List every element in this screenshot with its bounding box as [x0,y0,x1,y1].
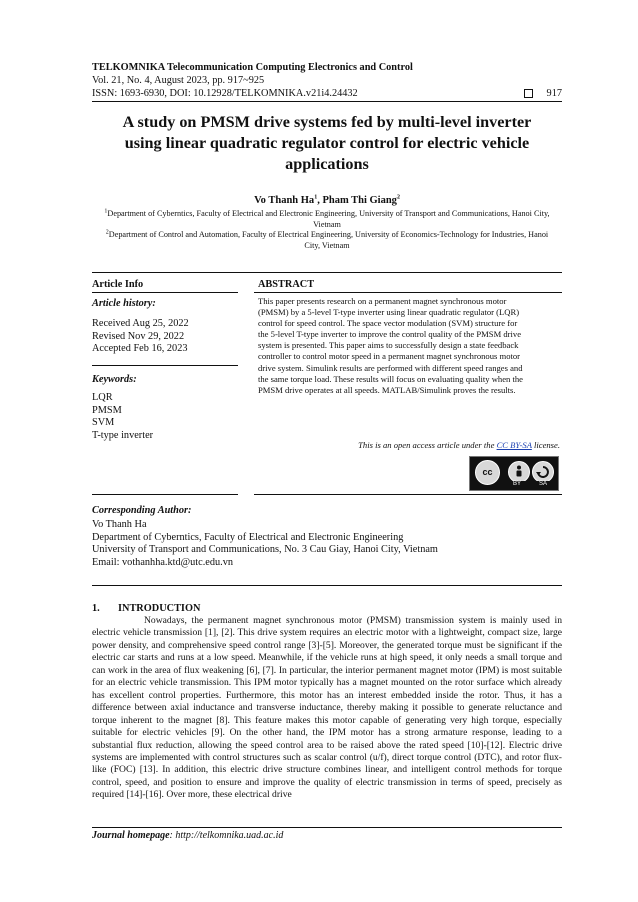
introduction-body [92,615,562,802]
keywords-label: Keywords: [92,374,137,385]
keyword: PMSM [92,404,122,416]
corresponding-label: Corresponding Author: [92,505,192,516]
affil-mark: 2 [105,229,109,236]
volume-line: Vol. 21, No. 4, August 2023, pp. 917~925 [92,75,265,86]
header-rule [92,101,562,102]
footer-rule [92,827,562,828]
keywords-rule [92,365,238,366]
corresponding-address: University of Transport and Communications, No. 3 Cau Giay, Hanoi City, Vietnam [92,544,438,556]
abstract-line: PMSM drive operates at all speeds. MATLAB/Simulink proves the results. [258,384,516,395]
info-top-rule [92,272,562,273]
title-line-3: applications [285,155,369,173]
keyword: T-type inverter [92,429,154,441]
by-person-icon [508,461,530,483]
keyword: SVM [92,417,115,429]
homepage-label: Journal homepage [92,830,170,841]
homepage-url[interactable]: : http://telkomnika.uad.ac.id [169,830,284,841]
abstract-line: controller to control motor speed in a permanent magnet synchronous motor [258,351,521,362]
section-title: INTRODUCTION [118,603,201,614]
corresponding-email[interactable]: Email: vothanhha.ktd@utc.edu.vn [92,556,234,568]
received-date: Received Aug 25, 2022 [92,318,189,329]
license-suffix: license. [531,440,560,450]
keywords-list [92,392,153,442]
corresponding-details [92,519,438,569]
accepted-date: Accepted Feb 16, 2023 [92,343,188,355]
abstract-heading: ABSTRACT [258,279,315,290]
abstract-line: This paper presents research on a permanent magnet synchronous motor [258,296,507,306]
license-link[interactable]: CC BY-SA [496,440,532,450]
sa-label: SA [538,481,547,487]
keyword: LQR [92,392,113,403]
section-number: 1. [92,603,100,614]
section-heading [92,603,200,614]
article-info-heading: Article Info [92,279,144,290]
corr-rule-left [92,494,238,495]
title-line-1: A study on PMSM drive systems fed by multi-level inverter [122,113,532,131]
affil-text: Department of Cyberntics, Faculty of Electrical and Electronic Engineering, University of Transport and Communications, Hanoi City, [107,209,550,218]
license-prefix: This is an open access article under the [358,440,497,450]
corresponding-name: Vo Thanh Ha [92,519,147,530]
history-label: Article history: [92,298,156,309]
by-label: BY [512,481,521,487]
cc-by-sa-badge[interactable] [469,456,559,491]
author-separator: , [317,195,323,206]
issn-line: ISSN: 1693-6930, DOI: 10.12928/TELKOMNIKA.v21i4.24432 [92,88,358,99]
abstract-line: the same torque load. These results will focus on evaluating quality when the [258,373,523,384]
abstract-line: system is presented. This paper aims to successfully design a state feedback [258,340,519,351]
affiliation-1 [92,209,562,230]
corresponding-dept: Department of Cyberntics, Faculty of Electrical and Electronic Engineering [92,531,404,543]
author-affil-mark: 2 [396,194,400,201]
journal-name: TELKOMNIKA Telecommunication Computing Electronics and Control [92,62,413,73]
paper-title [92,112,562,175]
page-number: 917 [546,88,562,99]
affil-text: Vietnam [313,219,341,229]
revised-date: Revised Nov 29, 2022 [92,330,185,342]
introduction-paragraph: Nowadays, the permanent magnet synchronous motor (PMSM) transmission system is mainly used in electric vehicle transmission [1], [2]. This drive system requires an electric motor with a lightweight, compact size, large power density, and comprehensive speed control range [3]-[5]. Moreover, the generated torque must be significant if the electric car starts and runs at a low speed. Meanwhile, if the vehicle runs at high speed, it only needs a small torque and can work in the area of flux weakening [6], [7]. In particular, the interior permanent magnet motor (IPM) is most suitable for an electric vehicle transmission. This IPM motor typically has a magnet mounted on the rotor surface which already has excellent control properties. Furthermore, this motor has an interest embedded inside the rotor. Thus, it has a difference between axial inductance and transverse inductance, thereby making it possible to generate reluctance and torque inherent to the magnet [8]. This feature makes this motor capable of generating very high torque, especially suitable for electric vehicles [9]. On the other hand, the IPM motor has a strong armature response, leading to a substantial flux reduction, allowing the speed control area to be raised above the rated speed [10]-[12]. Electric drive systems are implemented with control structures such as scalar control (u/f), direct torque control (DTC), and rotor flux-like (FOC) [13]. In addition, this electric drive structure combines linear, and intelligent control methods for torque control, speed, and position to ensure and improve the quality of electric transmission in terms of speed, precisely as required [14]-[16]. Over more, these electrical drive [92,615,562,801]
author-name: Vo Thanh Ha [254,195,315,206]
square-icon [524,89,533,98]
journal-homepage [92,830,283,841]
sa-share-icon [532,461,554,483]
license-note [258,440,560,450]
abstract-line: control for speed control. The space vector modulation (SVM) structure for [258,318,518,329]
affil-text: City, Vietnam [304,240,350,250]
corr-rule-right [254,494,562,495]
history-list [92,318,189,356]
affil-mark: 1 [104,208,108,215]
cc-icon: cc [475,460,500,485]
abstract-line: drive system. Simulink results are performed with different speed ranges and [258,362,523,373]
affiliation-2 [92,230,562,251]
page-number-box [524,87,562,100]
cc-badge-band [504,481,556,488]
abstract-line: (PMSM) by a 5-level T-type inverter using linear quadratic regulator (LQR) [258,307,520,318]
issn-row [92,87,562,100]
journal-header [92,61,562,100]
affil-text: Department of Control and Automation, Faculty of Electrical Engineering, University of Economics-Technology for Industries, Hanoi [108,230,549,239]
abstract-rule [254,292,562,293]
title-line-2: using linear quadratic regulator control for electric vehicle [124,134,530,152]
abstract-line: the 5-level T-type inverter to improve the control quality of the PMSM drive [258,329,522,340]
abstract-text [258,296,560,396]
author-list [92,195,562,206]
info-rule [92,292,238,293]
author-affil-mark: 1 [314,194,318,201]
author-name: Pham Thi Giang [322,195,397,206]
section-divider [92,585,562,586]
